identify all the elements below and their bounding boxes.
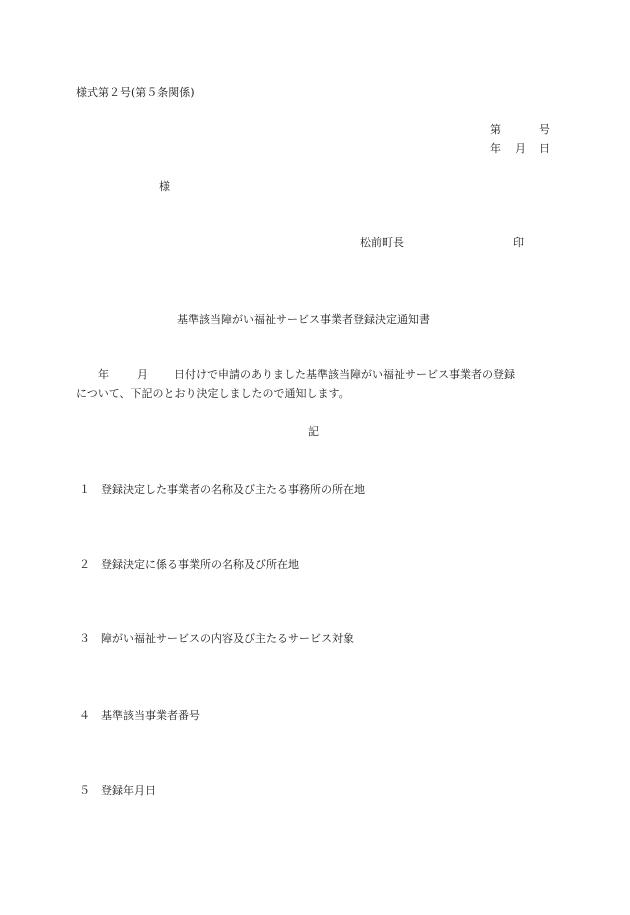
seal-mark: 印 [513,236,524,249]
list-item [79,709,200,723]
list-item [79,483,365,497]
ki-heading: 記 [308,425,319,438]
item-text: 登録年月日 [101,784,156,797]
form-number: 様式第２号(第５条関係) [76,86,195,99]
item-number: ５ [79,784,90,797]
item-text: 登録決定に係る事業所の名称及び所在地 [101,558,299,571]
item-text: 障がい福祉サービスの内容及び主たるサービス対象 [101,632,354,645]
item-number: ３ [79,632,90,645]
item-text: 登録決定した事業者の名称及び主たる事務所の所在地 [101,483,365,496]
item-number: ２ [79,558,90,571]
date-month-label: 月 [515,142,526,155]
item-number: １ [79,483,90,496]
document-title: 基準該当障がい福祉サービス事業者登録決定通知書 [177,313,430,326]
body-paragraph-line-1 [76,368,515,382]
body-year-label: 年 [98,368,109,381]
date-day-label: 日 [539,142,550,155]
body-month-label: 月 [137,368,148,381]
item-number: ４ [79,709,90,722]
body-paragraph-line-2: について、下記のとおり決定しましたので通知します。 [76,387,350,400]
list-item [79,784,156,798]
list-item [79,632,354,646]
issuer-name: 松前町長 [360,236,404,249]
list-item [79,558,299,572]
body-line1-text: 日付けで申請のありました基準該当障がい福祉サービス事業者の登録 [174,368,515,381]
item-text: 基準該当事業者番号 [101,709,200,722]
date-year-label: 年 [490,142,501,155]
document-number-suffix: 号 [539,123,550,136]
document-number-label: 第 [490,123,501,136]
addressee-honorific: 様 [159,180,170,193]
